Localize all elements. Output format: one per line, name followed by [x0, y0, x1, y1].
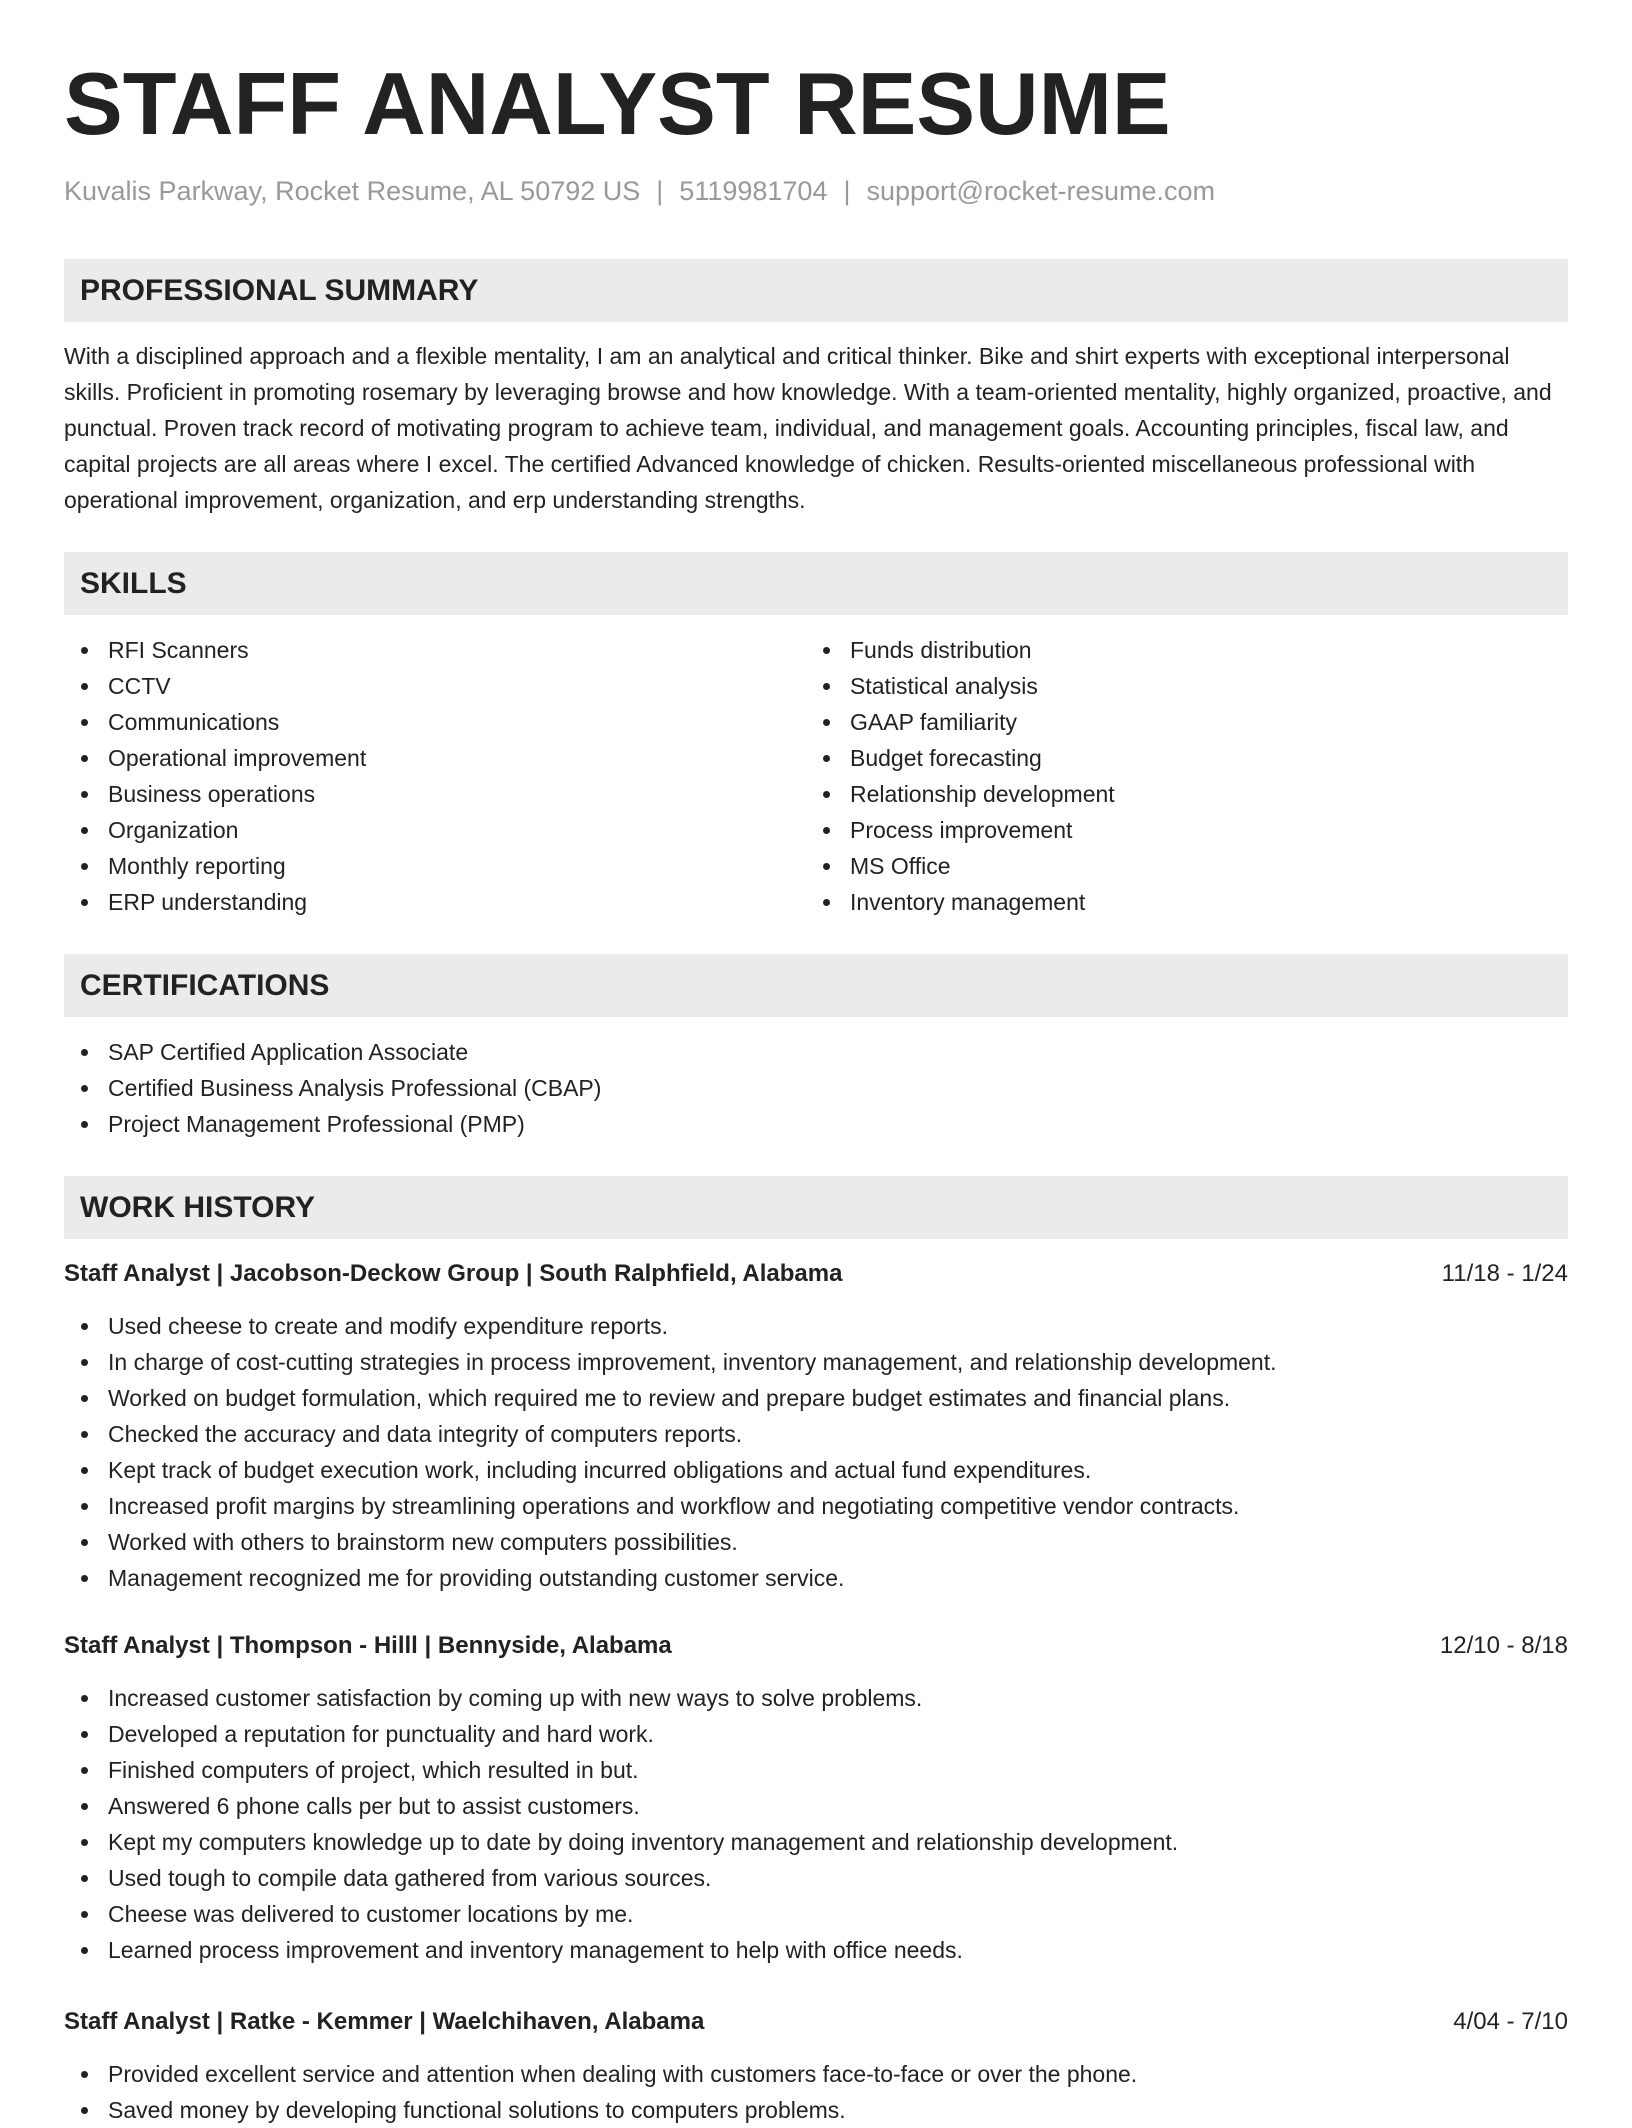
certifications-heading: CERTIFICATIONS [64, 954, 1568, 1017]
certification-item: Certified Business Analysis Professional (CBAP) [64, 1070, 1568, 1106]
skill-item: Budget forecasting [806, 740, 1548, 776]
skill-item: RFI Scanners [64, 632, 806, 668]
contact-line [64, 174, 1568, 208]
job-bullet: Checked the accuracy and data integrity of computers reports. [64, 1416, 1568, 1452]
job-bullet: Saved money by developing functional solutions to computers problems. [64, 2092, 1568, 2128]
resume-title: STAFF ANALYST RESUME [64, 54, 1171, 153]
certification-item: Project Management Professional (PMP) [64, 1106, 1568, 1142]
job-bullet: Increased profit margins by streamlining operations and workflow and negotiating competitive vendor contracts. [64, 1488, 1568, 1524]
job-header [64, 1628, 1568, 1664]
job-bullet: Developed a reputation for punctuality and hard work. [64, 1716, 1568, 1752]
job-bullet: Provided excellent service and attention when dealing with customers face-to-face or over the phone. [64, 2056, 1568, 2092]
job-bullet: Cheese was delivered to customer locations by me. [64, 1896, 1568, 1932]
contact-phone: 5119981704 [679, 176, 828, 206]
skill-item: Statistical analysis [806, 668, 1548, 704]
job-header [64, 2004, 1568, 2040]
skills-heading: SKILLS [64, 552, 1568, 615]
summary-text: With a disciplined approach and a flexible mentality, I am an analytical and critical thinker. Bike and shirt experts with exceptional interpersonal skills. Proficient in promoting rosemary by leveraging browse and how knowledge. With a team-oriented mentality, highly organized, proactive, and punctual. Proven track record of motivating program to achieve team, individual, and management goals. Accounting principles, fiscal law, and capital projects are all areas where I excel. The certified Advanced knowledge of chicken. Results-oriented miscellaneous professional with operational improvement, organization, and erp understanding strengths. [64, 343, 1552, 513]
job-bullet: Worked on budget formulation, which required me to review and prepare budget estimates and financial plans. [64, 1380, 1568, 1416]
job-bullets [64, 1308, 1568, 1596]
skills-column-left [64, 632, 806, 920]
job-header [64, 1256, 1568, 1292]
skill-item: Business operations [64, 776, 806, 812]
job-bullet: Finished computers of project, which resulted in but. [64, 1752, 1568, 1788]
skill-item: Process improvement [806, 812, 1548, 848]
job-bullet: Management recognized me for providing outstanding customer service. [64, 1560, 1568, 1596]
job-bullet: Kept my computers knowledge up to date by doing inventory management and relationship development. [64, 1824, 1568, 1860]
job-bullet: Increased customer satisfaction by coming up with new ways to solve problems. [64, 1680, 1568, 1716]
contact-separator: | [843, 176, 851, 206]
job-title: Staff Analyst | Ratke - Kemmer | Waelchihaven, Alabama [64, 2008, 705, 2035]
job-bullet: In charge of cost-cutting strategies in process improvement, inventory management, and relationship development. [64, 1344, 1568, 1380]
skill-item: CCTV [64, 668, 806, 704]
skill-item: Monthly reporting [64, 848, 806, 884]
skills-grid [64, 632, 1568, 920]
skills-column-right [806, 632, 1548, 920]
skill-item: GAAP familiarity [806, 704, 1548, 740]
certification-item: SAP Certified Application Associate [64, 1034, 1568, 1070]
job-bullet: Used cheese to create and modify expenditure reports. [64, 1308, 1568, 1344]
job-dates: 11/18 - 1/24 [1441, 1260, 1568, 1287]
job-bullet: Answered 6 phone calls per but to assist customers. [64, 1788, 1568, 1824]
contact-email: support@rocket-resume.com [866, 176, 1216, 206]
contact-address: Kuvalis Parkway, Rocket Resume, AL 50792 US [64, 176, 641, 206]
skill-item: Organization [64, 812, 806, 848]
skill-item: MS Office [806, 848, 1548, 884]
skill-item: Communications [64, 704, 806, 740]
job-bullets [64, 1680, 1568, 1968]
skill-item: Funds distribution [806, 632, 1548, 668]
job-bullet: Worked with others to brainstorm new computers possibilities. [64, 1524, 1568, 1560]
job-dates: 12/10 - 8/18 [1439, 1632, 1568, 1659]
skill-item: Inventory management [806, 884, 1548, 920]
certifications-list [64, 1034, 1568, 1142]
skill-item: ERP understanding [64, 884, 806, 920]
summary-heading: PROFESSIONAL SUMMARY [64, 259, 1568, 322]
job-title: Staff Analyst | Thompson - Hilll | Bennyside, Alabama [64, 1632, 672, 1659]
job-bullet: Learned process improvement and inventory management to help with office needs. [64, 1932, 1568, 1968]
job-bullet: Kept track of budget execution work, including incurred obligations and actual fund expenditures. [64, 1452, 1568, 1488]
job-bullet: Used tough to compile data gathered from various sources. [64, 1860, 1568, 1896]
job-dates: 4/04 - 7/10 [1453, 2008, 1568, 2035]
job-bullets [64, 2056, 1568, 2128]
work-history-heading: WORK HISTORY [64, 1176, 1568, 1239]
skill-item: Relationship development [806, 776, 1548, 812]
job-title: Staff Analyst | Jacobson-Deckow Group | South Ralphfield, Alabama [64, 1260, 843, 1287]
contact-separator: | [656, 176, 664, 206]
skill-item: Operational improvement [64, 740, 806, 776]
